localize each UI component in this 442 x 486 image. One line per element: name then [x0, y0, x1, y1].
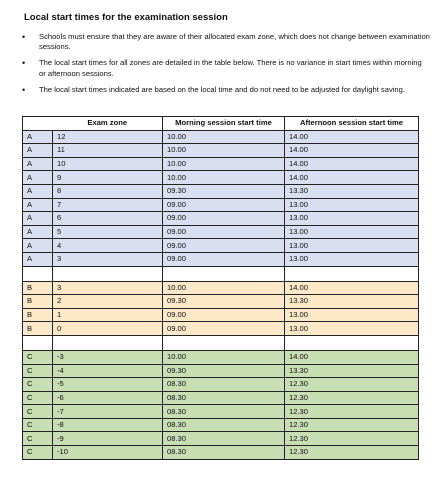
table-row — [23, 350, 419, 364]
cell-region: A — [23, 198, 53, 212]
table-row — [23, 212, 419, 226]
cell-afternoon-time: 14.00 — [285, 281, 419, 295]
cell-region: A — [23, 171, 53, 185]
cell-region: A — [23, 184, 53, 198]
cell-region: A — [23, 252, 53, 266]
cell-exam-zone: -8 — [53, 418, 163, 432]
cell-exam-zone: 8 — [53, 184, 163, 198]
cell-region: A — [23, 239, 53, 253]
cell-region: C — [23, 350, 53, 364]
spacer-cell — [23, 335, 53, 350]
table-row — [23, 281, 419, 295]
cell-afternoon-time: 13.00 — [285, 308, 419, 322]
table-row — [23, 308, 419, 322]
cell-region: C — [23, 418, 53, 432]
table-row — [23, 446, 419, 460]
cell-afternoon-time: 13.00 — [285, 252, 419, 266]
cell-morning-time: 08.30 — [163, 446, 285, 460]
bullet-item — [22, 32, 430, 52]
bullet-list — [22, 32, 430, 101]
cell-exam-zone: 1 — [53, 308, 163, 322]
bullet-text: The local start times for all zones are detailed in the table below. There is no variance in start times within morning or afternoon sessions. — [39, 58, 422, 78]
bullet-dot-icon: • — [22, 84, 26, 95]
cell-morning-time: 09.00 — [163, 212, 285, 226]
table-row — [23, 225, 419, 239]
table-row — [23, 171, 419, 185]
cell-region: B — [23, 308, 53, 322]
table-row — [23, 418, 419, 432]
bullet-item — [22, 85, 430, 95]
bullet-text: The local start times indicated are based on the local time and do not need to be adjusted for daylight saving. — [39, 84, 405, 94]
table-row — [23, 252, 419, 266]
cell-afternoon-time: 13.00 — [285, 239, 419, 253]
exam-zone-table — [22, 116, 419, 460]
cell-region: C — [23, 432, 53, 446]
cell-afternoon-time: 13.00 — [285, 198, 419, 212]
cell-afternoon-time: 14.00 — [285, 130, 419, 144]
cell-afternoon-time: 14.00 — [285, 350, 419, 364]
table-header-row — [23, 117, 419, 131]
cell-morning-time: 10.00 — [163, 350, 285, 364]
cell-morning-time: 09.00 — [163, 308, 285, 322]
cell-morning-time: 09.00 — [163, 252, 285, 266]
header-morning: Morning session start time — [163, 117, 285, 131]
cell-exam-zone: 2 — [53, 295, 163, 309]
cell-afternoon-time: 14.00 — [285, 157, 419, 171]
cell-region: B — [23, 295, 53, 309]
table-row — [23, 198, 419, 212]
cell-morning-time: 09.30 — [163, 295, 285, 309]
cell-exam-zone: -4 — [53, 364, 163, 378]
cell-afternoon-time: 14.00 — [285, 144, 419, 158]
cell-region: A — [23, 225, 53, 239]
cell-morning-time: 09.30 — [163, 184, 285, 198]
cell-afternoon-time: 13.00 — [285, 225, 419, 239]
spacer-cell — [285, 335, 419, 350]
table-row — [23, 157, 419, 171]
cell-afternoon-time: 12.30 — [285, 418, 419, 432]
spacer-cell — [53, 335, 163, 350]
cell-morning-time: 08.30 — [163, 405, 285, 419]
cell-region: C — [23, 364, 53, 378]
cell-exam-zone: 3 — [53, 281, 163, 295]
cell-afternoon-time: 14.00 — [285, 171, 419, 185]
cell-region: C — [23, 378, 53, 392]
table-row — [23, 405, 419, 419]
table-row — [23, 295, 419, 309]
cell-region: C — [23, 391, 53, 405]
cell-afternoon-time: 13.30 — [285, 295, 419, 309]
spacer-cell — [23, 266, 53, 281]
cell-morning-time: 09.30 — [163, 364, 285, 378]
cell-morning-time: 08.30 — [163, 432, 285, 446]
spacer-cell — [163, 266, 285, 281]
page-title: Local start times for the examination session — [24, 12, 228, 23]
cell-region: C — [23, 446, 53, 460]
cell-afternoon-time: 12.30 — [285, 432, 419, 446]
header-afternoon: Afternoon session start time — [285, 117, 419, 131]
cell-morning-time: 10.00 — [163, 130, 285, 144]
table-row — [23, 432, 419, 446]
bullet-dot-icon: • — [22, 58, 26, 69]
cell-morning-time: 10.00 — [163, 144, 285, 158]
cell-exam-zone: -9 — [53, 432, 163, 446]
cell-morning-time: 08.30 — [163, 418, 285, 432]
table-row — [23, 364, 419, 378]
cell-region: A — [23, 144, 53, 158]
cell-exam-zone: 12 — [53, 130, 163, 144]
cell-exam-zone: -7 — [53, 405, 163, 419]
cell-exam-zone: 9 — [53, 171, 163, 185]
table-row — [23, 239, 419, 253]
cell-morning-time: 10.00 — [163, 157, 285, 171]
table-row — [23, 184, 419, 198]
table-row — [23, 144, 419, 158]
spacer-row — [23, 335, 419, 350]
table-row — [23, 130, 419, 144]
header-exam-zone: Exam zone — [53, 117, 163, 131]
cell-exam-zone: 11 — [53, 144, 163, 158]
cell-exam-zone: -5 — [53, 378, 163, 392]
cell-exam-zone: -6 — [53, 391, 163, 405]
cell-exam-zone: 6 — [53, 212, 163, 226]
cell-region: C — [23, 405, 53, 419]
cell-exam-zone: 3 — [53, 252, 163, 266]
cell-exam-zone: 7 — [53, 198, 163, 212]
spacer-row — [23, 266, 419, 281]
table-body — [23, 130, 419, 459]
cell-afternoon-time: 12.30 — [285, 391, 419, 405]
cell-morning-time: 09.00 — [163, 225, 285, 239]
header-region — [23, 117, 53, 131]
spacer-cell — [285, 266, 419, 281]
table-row — [23, 378, 419, 392]
cell-afternoon-time: 12.30 — [285, 378, 419, 392]
bullet-item — [22, 58, 430, 78]
cell-exam-zone: 0 — [53, 322, 163, 336]
cell-region: B — [23, 322, 53, 336]
cell-region: A — [23, 212, 53, 226]
cell-exam-zone: -10 — [53, 446, 163, 460]
cell-morning-time: 08.30 — [163, 378, 285, 392]
cell-morning-time: 10.00 — [163, 281, 285, 295]
bullet-dot-icon: • — [22, 32, 26, 42]
cell-morning-time: 09.00 — [163, 322, 285, 336]
cell-exam-zone: 10 — [53, 157, 163, 171]
table-row — [23, 322, 419, 336]
cell-morning-time: 10.00 — [163, 171, 285, 185]
cell-morning-time: 09.00 — [163, 198, 285, 212]
cell-morning-time: 09.00 — [163, 239, 285, 253]
spacer-cell — [53, 266, 163, 281]
cell-afternoon-time: 12.30 — [285, 405, 419, 419]
cell-afternoon-time: 12.30 — [285, 446, 419, 460]
bullet-text: Schools must ensure that they are aware of their allocated exam zone, which does not change between examination sessions. — [39, 32, 430, 52]
cell-region: B — [23, 281, 53, 295]
cell-exam-zone: 5 — [53, 225, 163, 239]
spacer-cell — [163, 335, 285, 350]
cell-exam-zone: 4 — [53, 239, 163, 253]
cell-morning-time: 08.30 — [163, 391, 285, 405]
cell-afternoon-time: 13.30 — [285, 364, 419, 378]
cell-region: A — [23, 130, 53, 144]
cell-region: A — [23, 157, 53, 171]
cell-afternoon-time: 13.00 — [285, 322, 419, 336]
cell-exam-zone: -3 — [53, 350, 163, 364]
table-row — [23, 391, 419, 405]
cell-afternoon-time: 13.30 — [285, 184, 419, 198]
cell-afternoon-time: 13.00 — [285, 212, 419, 226]
